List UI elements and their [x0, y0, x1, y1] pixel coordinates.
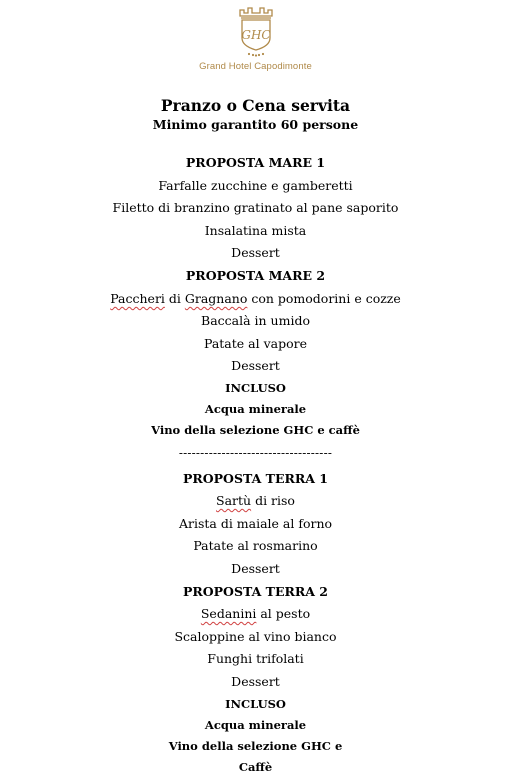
mare2-item-4: Dessert: [231, 358, 280, 373]
terra1-item-3: Patate al rosmarino: [193, 538, 318, 553]
crown-shield-icon: [236, 2, 276, 60]
incluso2-water: Acqua minerale: [204, 718, 307, 732]
heading-mare-1: PROPOSTA MARE 1: [185, 155, 326, 170]
mare1-item-3: Insalatina mista: [204, 223, 307, 238]
heading-terra-1: PROPOSTA TERRA 1: [182, 471, 328, 486]
terra1-item-4: Dessert: [231, 561, 280, 576]
menu-subtitle: Minimo garantito 60 persone: [152, 117, 359, 132]
terra1-item-2: Arista di maiale al forno: [178, 516, 333, 531]
mare2-item-3: Patate al vapore: [203, 336, 307, 351]
mare1-item-2: Filetto di branzino gratinato al pane saporito: [112, 200, 399, 215]
mare1-item-4: Dessert: [231, 245, 280, 260]
mare1-item-1: Farfalle zucchine e gamberetti: [158, 178, 353, 193]
hotel-logo: [0, 0, 511, 80]
separator: ------------------------------------: [178, 446, 333, 460]
incluso2-wine: Vino della selezione GHC e: [168, 739, 343, 753]
heading-mare-2: PROPOSTA MARE 2: [185, 268, 326, 283]
hotel-name: Grand Hotel Capodimonte: [199, 61, 312, 72]
incluso1-wine: Vino della selezione GHC e caffè: [151, 423, 360, 437]
terra2-item-2: Scaloppine al vino bianco: [174, 629, 337, 644]
menu-title: Pranzo o Cena servita: [160, 96, 351, 115]
mare2-item-2: Baccalà in umido: [201, 313, 310, 328]
terra1-item-1: Sartù di riso: [216, 493, 295, 508]
incluso-label-1: INCLUSO: [225, 381, 286, 395]
spellcheck-word: Sartù: [216, 493, 252, 508]
incluso2-coffee: Caffè: [238, 760, 273, 774]
terra2-item-3: Funghi trifolati: [207, 651, 304, 666]
spellcheck-word: Paccheri: [110, 291, 165, 306]
monogram: GHC: [241, 28, 271, 42]
terra2-item-1: Sedanini al pesto: [200, 606, 311, 621]
mare2-item-1: Paccheri di Gragnano con pomodorini e cozze: [110, 291, 401, 306]
heading-terra-2: PROPOSTA TERRA 2: [182, 584, 328, 599]
spellcheck-word: Gragnano: [184, 291, 248, 306]
terra2-item-4: Dessert: [231, 674, 280, 689]
incluso1-water: Acqua minerale: [204, 402, 307, 416]
spellcheck-word: Sedanini: [200, 606, 257, 621]
incluso-label-2: INCLUSO: [225, 697, 286, 711]
